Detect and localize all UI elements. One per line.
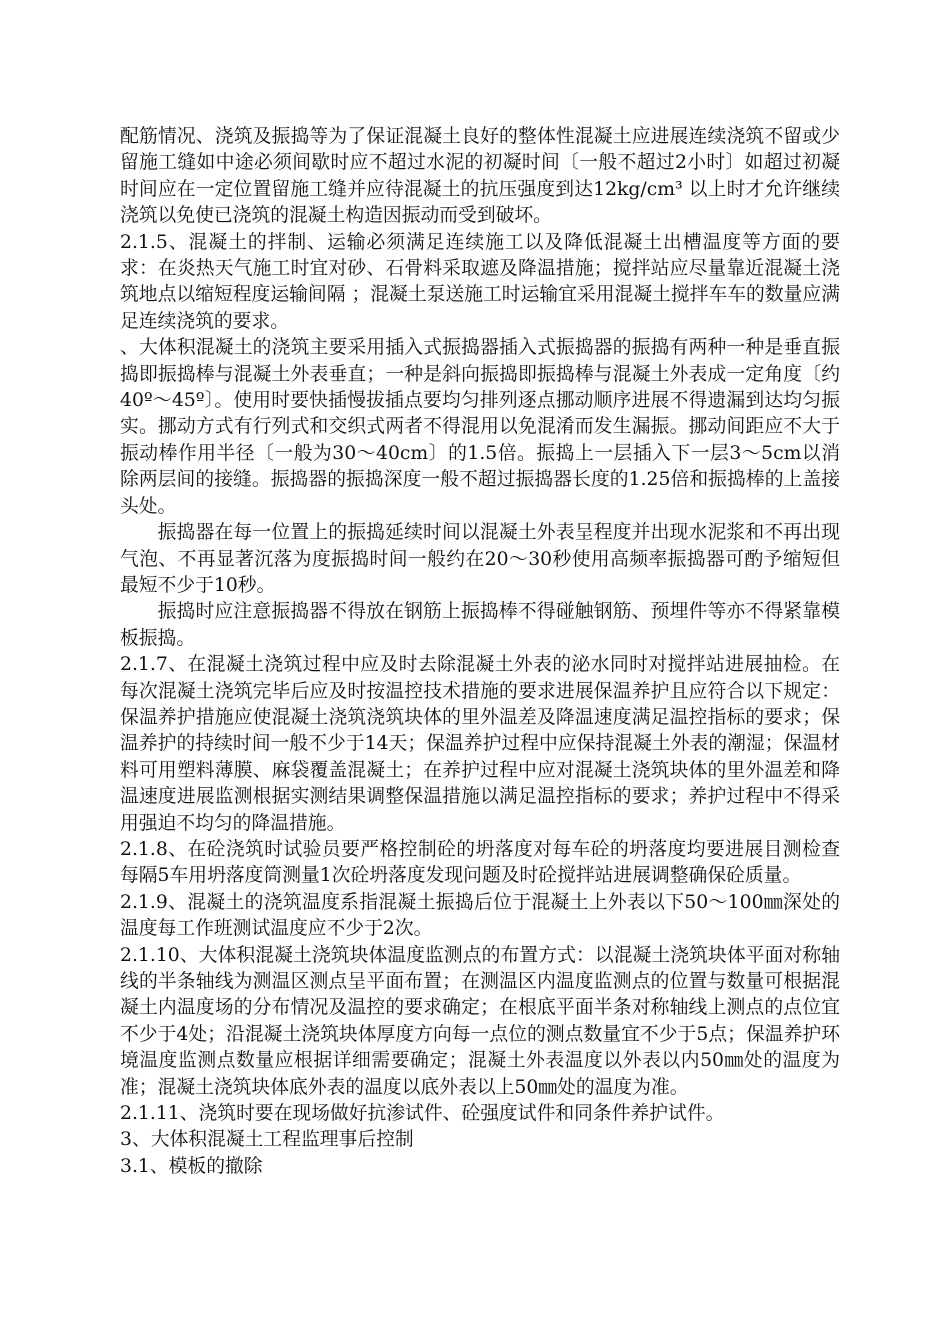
paragraph-2-1-8: 2.1.8、在砼浇筑时试验员要严格控制砼的坍落度对每车砼的坍落度均要进展目测检查每隔5车用坍落度筒测量1次砼坍落度发现问题及时砼搅拌站进展调整确保砼质量。: [120, 838, 840, 887]
paragraph-continuation: 配筋情况、浇筑及振捣等为了保证混凝土良好的整体性混凝土应进展连续浇筑不留或少留施工缝如中途必须间歇时应不超过水泥的初凝时间〔一般不超过2小时〕如超过初凝时间应在一定位置留施工缝并应待混凝土的抗压强度到达12kg/cm³ 以上时才允许继续浇筑以免使已浇筑的混凝土构造因振动而受到破坏。: [120, 126, 840, 227]
paragraph-2-1-7: 2.1.7、在混凝土浇筑过程中应及时去除混凝土外表的泌水同时对搅拌站进展抽检。在每次混凝土浇筑完毕后应及时按温控技术措施的要求进展保温养护且应符合以下规定：保温养护措施应使混凝土浇筑浇筑块体的里外温差及降温速度满足温控指标的要求；保温养护的持续时间一般不少于14天；保温养护过程中应保持混凝土外表的潮湿；保温材料可用塑料薄膜、麻袋覆盖混凝土；在养护过程中应对混凝土浇筑块体的里外温差和降温速度进展监测根据实测结果调整保温措施以满足温控指标的要求；养护过程中不得采用强迫不均匀的降温措施。: [120, 654, 840, 834]
paragraph-vibration-duration: 振捣器在每一位置上的振捣延续时间以混凝土外表呈程度并出现水泥浆和不再出现气泡、不再显著沉落为度振捣时间一般约在20～30秒使用高频率振捣器可酌予缩短但最短不少于10秒。: [120, 522, 840, 596]
paragraph-2-1-9: 2.1.9、混凝土的浇筑温度系指混凝土振捣后位于混凝土上外表以下50～100㎜深处的温度每工作班测试温度应不少于2次。: [120, 891, 840, 940]
paragraph-2-1-11: 2.1.11、浇筑时要在现场做好抗渗试件、砼强度试件和同条件养护试件。: [120, 1103, 725, 1125]
document-page: [120, 124, 840, 1180]
section-heading-3-1: 3.1、模板的撤除: [120, 1155, 263, 1177]
paragraph-2-1-5: 2.1.5、混凝土的拌制、运输必须满足连续施工以及降低混凝土出槽温度等方面的要求：在炎热天气施工时宜对砂、石骨料采取遮及降温措施；搅拌站应尽量靠近混凝土浇筑地点以缩短程度运输间隔 ；混凝土泵送施工时运输宜采用混凝土搅拌车车的数量应满足连续浇筑的要求。: [120, 231, 840, 332]
paragraph-vibration-caution: 振捣时应注意振捣器不得放在钢筋上振捣棒不得碰触钢筋、预埋件等亦不得紧靠模板振捣。: [120, 601, 840, 649]
paragraph-2-1-10: 2.1.10、大体积混凝土浇筑块体温度监测点的布置方式：以混凝土浇筑块体平面对称轴线的半条轴线为测温区测点呈平面布置；在测温区内温度监测点的位置与数量可根据混凝土内温度场的分布情况及温控的要求确定；在根底平面半条对称轴线上测点的点位宜不少于4处；沿混凝土浇筑块体厚度方向每一点位的测点数量宜不少于5点；保温养护环境温度监测点数量应根据详细需要确定；混凝土外表温度以外表以内50㎜处的温度为准；混凝土浇筑块体底外表的温度以底外表以上50㎜处的温度为准。: [120, 944, 840, 1098]
paragraph-vibration-method: 、大体积混凝土的浇筑主要采用插入式振捣器插入式振捣器的振捣有两种一种是垂直振捣即振捣棒与混凝土外表垂直；一种是斜向振捣即振捣棒与混凝土外表成一定角度〔约40º～45º〕。使用时要快插慢拔插点要均匀排列逐点挪动顺序进展不得遗漏到达均匀振实。挪动方式有行列式和交织式两者不得混用以免混淆而发生漏振。挪动间距应不大于振动棒作用半径〔一般为30～40cm〕的1.5倍。振捣上一层插入下一层3～5cm以消除两层间的接缝。振捣器的振捣深度一般不超过振捣器长度的1.25倍和振捣棒的上盖接头处。: [120, 337, 840, 517]
section-heading-3: 3、大体积混凝土工程监理事后控制: [120, 1129, 414, 1151]
